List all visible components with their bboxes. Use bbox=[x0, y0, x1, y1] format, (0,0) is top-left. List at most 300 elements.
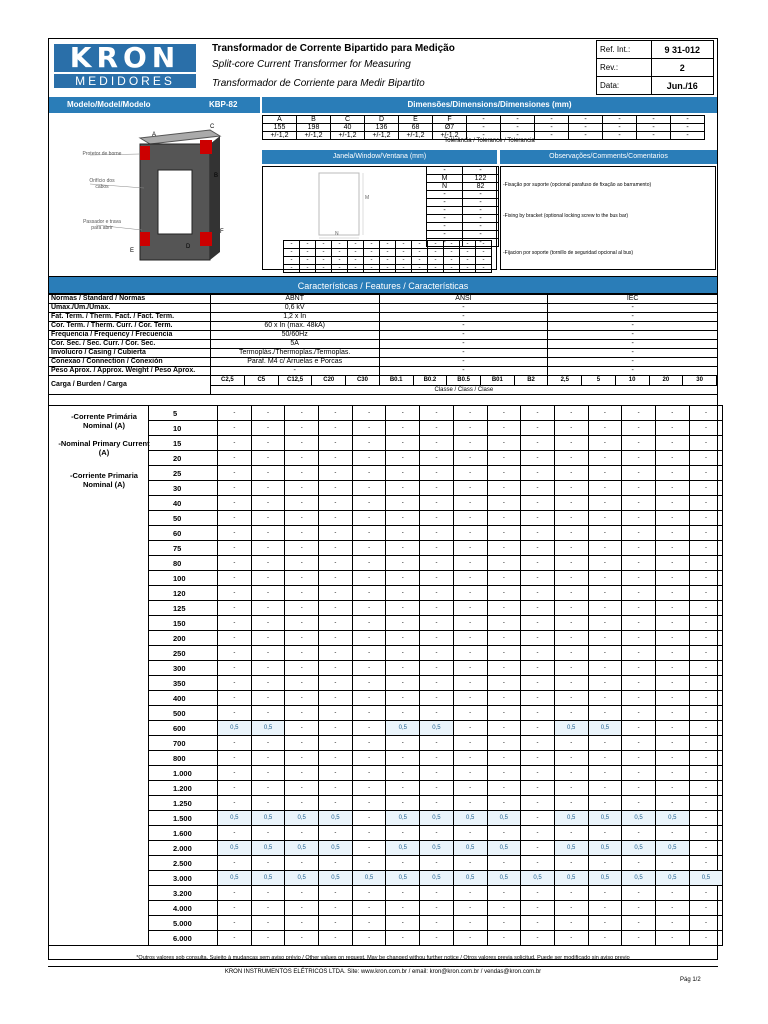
class-cell: - bbox=[655, 856, 689, 871]
current-value: 800 bbox=[149, 751, 218, 766]
current-value: 700 bbox=[149, 736, 218, 751]
table-cell: - bbox=[476, 257, 492, 265]
current-value: 75 bbox=[149, 541, 218, 556]
class-cell: - bbox=[689, 931, 723, 946]
current-value: 250 bbox=[149, 646, 218, 661]
class-cell: - bbox=[218, 826, 252, 841]
class-cell: - bbox=[521, 901, 555, 916]
class-cell: - bbox=[622, 496, 656, 511]
class-cell: - bbox=[655, 541, 689, 556]
class-cell: - bbox=[655, 661, 689, 676]
table-cell: Umax./Um./Umax. bbox=[49, 304, 211, 313]
class-cell: - bbox=[319, 886, 353, 901]
class-cell: - bbox=[588, 931, 622, 946]
table-row bbox=[49, 496, 723, 511]
table-row bbox=[49, 376, 718, 386]
class-cell: - bbox=[352, 736, 386, 751]
class-cell: - bbox=[622, 916, 656, 931]
table-row bbox=[49, 811, 723, 826]
class-cell: 0,5 bbox=[655, 871, 689, 886]
class-cell: - bbox=[218, 781, 252, 796]
current-value: 3.000 bbox=[149, 871, 218, 886]
class-cell: - bbox=[554, 601, 588, 616]
class-cell: - bbox=[251, 826, 285, 841]
class-cell: - bbox=[487, 526, 521, 541]
class-cell: - bbox=[453, 826, 487, 841]
table-cell: - bbox=[460, 241, 476, 249]
class-cell: - bbox=[319, 421, 353, 436]
table-cell: - bbox=[412, 257, 428, 265]
observation-note: -Fixação por suporte (opcional parafuso de fixação ao barramento) bbox=[503, 182, 652, 188]
table-row bbox=[49, 706, 723, 721]
table-cell: - bbox=[380, 241, 396, 249]
class-cell: - bbox=[386, 466, 420, 481]
class-cell: - bbox=[352, 586, 386, 601]
class-cell: - bbox=[218, 856, 252, 871]
class-cell: - bbox=[251, 496, 285, 511]
table-cell: C bbox=[331, 116, 365, 124]
class-cell: - bbox=[352, 886, 386, 901]
class-cell: - bbox=[420, 496, 454, 511]
class-cell: - bbox=[453, 796, 487, 811]
class-cell: - bbox=[588, 781, 622, 796]
current-value: 200 bbox=[149, 631, 218, 646]
class-label: Classe / Class / Clase bbox=[210, 385, 717, 394]
title-pt: Transformador de Corrente Bipartido para Medição bbox=[212, 43, 455, 54]
logo-top: KRON bbox=[54, 44, 196, 72]
class-cell: - bbox=[319, 796, 353, 811]
class-cell: - bbox=[622, 736, 656, 751]
class-cell: - bbox=[554, 556, 588, 571]
class-cell: - bbox=[487, 856, 521, 871]
class-cell: - bbox=[487, 601, 521, 616]
table-cell: - bbox=[348, 249, 364, 257]
class-cell: - bbox=[554, 736, 588, 751]
table-cell: - bbox=[300, 265, 316, 273]
class-cell: - bbox=[251, 616, 285, 631]
class-cell: - bbox=[218, 916, 252, 931]
class-cell: - bbox=[285, 586, 319, 601]
class-cell: - bbox=[655, 511, 689, 526]
table-cell: Paraf. M4 c/ Arruelas e Porcas bbox=[210, 358, 379, 367]
features-table bbox=[48, 294, 718, 395]
class-cell: - bbox=[521, 931, 555, 946]
class-cell: - bbox=[689, 526, 723, 541]
current-value: 40 bbox=[149, 496, 218, 511]
class-cell: - bbox=[521, 616, 555, 631]
class-cell: - bbox=[420, 481, 454, 496]
class-cell: - bbox=[319, 451, 353, 466]
class-cell: - bbox=[285, 541, 319, 556]
class-cell: - bbox=[319, 916, 353, 931]
class-cell: - bbox=[521, 886, 555, 901]
class-cell: - bbox=[655, 796, 689, 811]
class-cell: - bbox=[453, 526, 487, 541]
class-cell: - bbox=[689, 631, 723, 646]
class-cell: - bbox=[420, 856, 454, 871]
class-cell: - bbox=[420, 631, 454, 646]
table-cell: - bbox=[427, 231, 463, 239]
burden-header: C30 bbox=[346, 376, 380, 385]
class-cell: - bbox=[622, 511, 656, 526]
class-cell: - bbox=[622, 556, 656, 571]
class-cell: - bbox=[689, 436, 723, 451]
table-cell: - bbox=[332, 241, 348, 249]
table-row bbox=[427, 199, 499, 207]
table-cell: - bbox=[364, 265, 380, 273]
class-cell: - bbox=[218, 526, 252, 541]
class-cell: - bbox=[487, 706, 521, 721]
observations-box bbox=[500, 166, 716, 270]
table-cell: - bbox=[412, 249, 428, 257]
table-cell: 68 bbox=[399, 124, 433, 132]
current-value: 2.000 bbox=[149, 841, 218, 856]
class-cell: - bbox=[420, 541, 454, 556]
table-cell: ABNT bbox=[210, 295, 379, 304]
class-cell: - bbox=[521, 661, 555, 676]
table-cell: - bbox=[501, 132, 535, 140]
class-cell: - bbox=[622, 901, 656, 916]
class-cell: - bbox=[622, 691, 656, 706]
table-row bbox=[49, 586, 723, 601]
class-cell: - bbox=[453, 481, 487, 496]
class-cell: - bbox=[622, 706, 656, 721]
class-cell: - bbox=[285, 421, 319, 436]
class-cell: - bbox=[352, 781, 386, 796]
class-cell: - bbox=[554, 781, 588, 796]
class-cell: 0,5 bbox=[622, 841, 656, 856]
class-cell: - bbox=[487, 886, 521, 901]
class-cell: - bbox=[655, 586, 689, 601]
class-cell: - bbox=[285, 481, 319, 496]
table-cell: - bbox=[380, 265, 396, 273]
table-cell: - bbox=[412, 241, 428, 249]
table-cell: - bbox=[412, 265, 428, 273]
class-cell: - bbox=[554, 496, 588, 511]
class-cell: - bbox=[588, 511, 622, 526]
class-cell: - bbox=[352, 436, 386, 451]
table-row bbox=[49, 304, 718, 313]
class-cell: - bbox=[453, 736, 487, 751]
class-cell: - bbox=[251, 931, 285, 946]
class-cell: - bbox=[655, 676, 689, 691]
class-cell: - bbox=[487, 481, 521, 496]
class-cell: 0,5 bbox=[218, 721, 252, 736]
class-cell: - bbox=[487, 661, 521, 676]
table-cell: - bbox=[332, 265, 348, 273]
table-cell: 198 bbox=[297, 124, 331, 132]
table-cell: - bbox=[364, 249, 380, 257]
class-cell: - bbox=[554, 796, 588, 811]
meta-label: Ref. Int.: bbox=[597, 41, 652, 59]
current-value: 20 bbox=[149, 451, 218, 466]
class-cell: - bbox=[554, 706, 588, 721]
current-value: 300 bbox=[149, 661, 218, 676]
table-cell: 5A bbox=[210, 340, 379, 349]
table-cell: - bbox=[300, 257, 316, 265]
table-cell: - bbox=[463, 199, 499, 207]
class-cell: - bbox=[453, 901, 487, 916]
table-cell: - bbox=[427, 215, 463, 223]
class-cell: - bbox=[285, 496, 319, 511]
class-cell: - bbox=[622, 631, 656, 646]
table-cell: - bbox=[348, 257, 364, 265]
class-cell: - bbox=[554, 406, 588, 421]
class-cell: - bbox=[487, 556, 521, 571]
class-cell: - bbox=[622, 751, 656, 766]
class-cell: - bbox=[218, 646, 252, 661]
class-cell: - bbox=[588, 421, 622, 436]
class-cell: - bbox=[521, 811, 555, 826]
class-cell: - bbox=[218, 406, 252, 421]
current-value: 10 bbox=[149, 421, 218, 436]
table-cell: - bbox=[300, 249, 316, 257]
class-cell: - bbox=[285, 796, 319, 811]
table-cell: Termoplás./Thermoplas./Termoplas. bbox=[210, 349, 379, 358]
class-cell: - bbox=[352, 541, 386, 556]
burden-header: C2,5 bbox=[211, 376, 245, 385]
table-cell: - bbox=[535, 132, 569, 140]
current-value: 80 bbox=[149, 556, 218, 571]
table-cell: Conexao / Connection / Conexión bbox=[49, 358, 211, 367]
class-cell: - bbox=[251, 676, 285, 691]
class-cell: - bbox=[352, 496, 386, 511]
class-cell: - bbox=[319, 631, 353, 646]
class-cell: - bbox=[420, 646, 454, 661]
title-en: Split-core Current Transformer for Measuring bbox=[212, 59, 411, 70]
class-cell: - bbox=[554, 481, 588, 496]
class-cell: 0,5 bbox=[218, 841, 252, 856]
current-value: 60 bbox=[149, 526, 218, 541]
table-cell: - bbox=[210, 367, 379, 376]
class-cell: - bbox=[386, 406, 420, 421]
window-letter: M bbox=[365, 195, 370, 201]
table-cell: - bbox=[380, 249, 396, 257]
class-cell: - bbox=[218, 601, 252, 616]
class-cell: - bbox=[554, 676, 588, 691]
table-cell: - bbox=[463, 167, 499, 175]
table-cell: - bbox=[379, 304, 548, 313]
class-cell: - bbox=[251, 751, 285, 766]
class-cell: - bbox=[251, 736, 285, 751]
class-cell: - bbox=[689, 601, 723, 616]
class-cell: - bbox=[554, 856, 588, 871]
class-cell: 0,5 bbox=[554, 871, 588, 886]
class-cell: - bbox=[319, 556, 353, 571]
burden-header: 5 bbox=[582, 376, 616, 385]
class-cell: - bbox=[554, 526, 588, 541]
class-cell: - bbox=[352, 916, 386, 931]
class-cell: - bbox=[420, 931, 454, 946]
observation-note: -Fijacion por soporte (tornillo de seguridad opcional al bus) bbox=[503, 250, 634, 256]
class-cell: - bbox=[285, 601, 319, 616]
class-cell: 0,5 bbox=[319, 811, 353, 826]
class-cell: - bbox=[251, 691, 285, 706]
class-cell: - bbox=[689, 781, 723, 796]
class-cell: - bbox=[622, 541, 656, 556]
primary-label-es: -Corriente Primaria Nominal (A) bbox=[70, 471, 138, 489]
class-cell: - bbox=[554, 451, 588, 466]
window-table bbox=[426, 166, 499, 247]
class-cell: - bbox=[420, 511, 454, 526]
class-cell: - bbox=[655, 526, 689, 541]
current-value: 150 bbox=[149, 616, 218, 631]
class-cell: - bbox=[622, 526, 656, 541]
table-row bbox=[49, 511, 723, 526]
class-cell: - bbox=[588, 526, 622, 541]
class-cell: - bbox=[352, 646, 386, 661]
class-cell: - bbox=[487, 496, 521, 511]
table-cell: - bbox=[379, 358, 548, 367]
class-cell: - bbox=[453, 661, 487, 676]
table-cell: - bbox=[379, 331, 548, 340]
class-cell: - bbox=[689, 451, 723, 466]
class-cell: - bbox=[285, 706, 319, 721]
class-cell: 0,5 bbox=[386, 841, 420, 856]
class-cell: - bbox=[319, 586, 353, 601]
class-cell: - bbox=[588, 601, 622, 616]
class-cell: - bbox=[386, 646, 420, 661]
table-row bbox=[49, 340, 718, 349]
class-cell: - bbox=[487, 691, 521, 706]
class-cell: - bbox=[218, 466, 252, 481]
dimensions-table bbox=[262, 115, 705, 140]
table-cell: - bbox=[379, 349, 548, 358]
class-cell: - bbox=[554, 616, 588, 631]
class-cell: - bbox=[588, 616, 622, 631]
class-cell: 0,5 bbox=[420, 871, 454, 886]
class-cell: - bbox=[622, 721, 656, 736]
burden-header: 20 bbox=[649, 376, 683, 385]
class-cell: 0,5 bbox=[352, 871, 386, 886]
dimensions-header: Dimensões/Dimensions/Dimensiones (mm) bbox=[262, 97, 717, 113]
title-es: Transformador de Corriente para Medir Bipartito bbox=[212, 78, 425, 89]
table-row bbox=[49, 931, 723, 946]
burden-label: Carga / Burden / Carga bbox=[49, 376, 211, 395]
table-row bbox=[49, 526, 723, 541]
meta-label: Rev.: bbox=[597, 59, 652, 77]
class-cell: - bbox=[554, 646, 588, 661]
class-cell: - bbox=[251, 661, 285, 676]
table-cell: - bbox=[476, 265, 492, 273]
class-cell: - bbox=[251, 781, 285, 796]
class-cell: - bbox=[285, 751, 319, 766]
class-cell: - bbox=[521, 556, 555, 571]
table-cell: - bbox=[463, 207, 499, 215]
class-cell: - bbox=[251, 916, 285, 931]
table-cell: - bbox=[444, 265, 460, 273]
class-cell: - bbox=[453, 616, 487, 631]
table-row bbox=[49, 571, 723, 586]
class-cell: - bbox=[554, 766, 588, 781]
class-cell: - bbox=[285, 616, 319, 631]
class-cell: 0,5 bbox=[218, 871, 252, 886]
class-cell: - bbox=[588, 916, 622, 931]
class-cell: - bbox=[251, 901, 285, 916]
table-row bbox=[427, 183, 499, 191]
class-cell: - bbox=[251, 451, 285, 466]
class-cell: - bbox=[655, 451, 689, 466]
class-cell: - bbox=[521, 481, 555, 496]
current-value: 50 bbox=[149, 511, 218, 526]
class-cell: - bbox=[386, 691, 420, 706]
class-cell: 0,5 bbox=[319, 871, 353, 886]
class-cell: - bbox=[319, 691, 353, 706]
class-cell: 0,5 bbox=[285, 841, 319, 856]
table-cell: - bbox=[379, 367, 548, 376]
class-cell: - bbox=[218, 886, 252, 901]
table-row bbox=[49, 313, 718, 322]
class-cell: - bbox=[689, 661, 723, 676]
table-cell: - bbox=[671, 116, 705, 124]
class-cell: - bbox=[487, 931, 521, 946]
class-cell: - bbox=[386, 541, 420, 556]
burden-header: B01 bbox=[480, 376, 514, 385]
class-cell: 0,5 bbox=[453, 811, 487, 826]
page-number: Pág 1/2 bbox=[680, 977, 701, 983]
class-cell: - bbox=[655, 556, 689, 571]
class-cell: - bbox=[588, 766, 622, 781]
burden-header: C20 bbox=[312, 376, 346, 385]
class-cell: - bbox=[622, 481, 656, 496]
table-cell: - bbox=[428, 249, 444, 257]
current-value: 500 bbox=[149, 706, 218, 721]
class-cell: - bbox=[554, 436, 588, 451]
class-cell: - bbox=[487, 901, 521, 916]
class-cell: - bbox=[655, 436, 689, 451]
table-cell: - bbox=[316, 249, 332, 257]
table-cell: - bbox=[396, 249, 412, 257]
table-cell: - bbox=[396, 257, 412, 265]
class-cell: - bbox=[251, 601, 285, 616]
footer-note: *Outros valores sob consulta. Sujeito à mudanças sem aviso prévio / Other values on request. May be changed withou further notice / Otros valores previa solicitud. Puede ser modificado sin aviso previo bbox=[136, 955, 630, 961]
class-cell: - bbox=[420, 436, 454, 451]
class-cell: - bbox=[352, 481, 386, 496]
class-cell: - bbox=[420, 826, 454, 841]
class-cell: - bbox=[487, 406, 521, 421]
class-cell: - bbox=[285, 781, 319, 796]
table-row bbox=[49, 367, 718, 376]
class-cell: - bbox=[420, 916, 454, 931]
class-cell: - bbox=[453, 856, 487, 871]
class-cell: - bbox=[251, 646, 285, 661]
table-cell: - bbox=[463, 239, 499, 247]
class-cell: - bbox=[352, 706, 386, 721]
class-cell: - bbox=[285, 406, 319, 421]
drawing-letter: C bbox=[210, 124, 215, 130]
class-cell: - bbox=[487, 631, 521, 646]
table-row bbox=[284, 249, 492, 257]
class-cell: - bbox=[386, 436, 420, 451]
class-cell: - bbox=[487, 466, 521, 481]
table-cell: - bbox=[379, 340, 548, 349]
class-cell: - bbox=[554, 466, 588, 481]
class-cell: - bbox=[386, 421, 420, 436]
class-cell: - bbox=[487, 781, 521, 796]
class-cell: - bbox=[689, 841, 723, 856]
class-cell: - bbox=[588, 676, 622, 691]
class-cell: - bbox=[218, 481, 252, 496]
table-cell: - bbox=[444, 249, 460, 257]
class-cell: - bbox=[521, 541, 555, 556]
class-cell: - bbox=[218, 766, 252, 781]
class-cell: - bbox=[689, 706, 723, 721]
class-cell: - bbox=[554, 886, 588, 901]
table-cell: - bbox=[467, 132, 501, 140]
table-cell: - bbox=[463, 215, 499, 223]
class-cell: - bbox=[319, 496, 353, 511]
table-cell: Fat. Term. / Therm. Fact. / Fact. Term. bbox=[49, 313, 211, 322]
